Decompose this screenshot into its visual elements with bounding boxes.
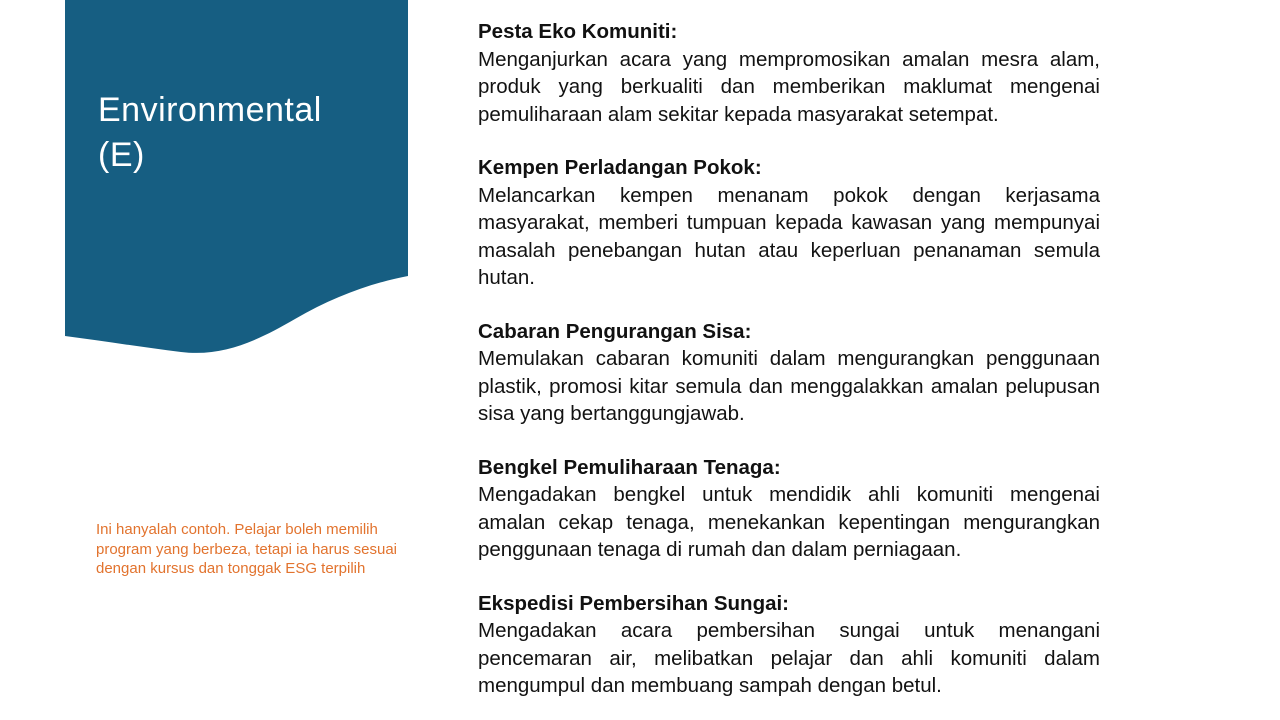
slide-title-line2: (E) xyxy=(98,136,145,174)
disclaimer-note: Ini hanyalah contoh. Pelajar boleh memilih program yang berbeza, tetapi ia harus sesuai dengan kursus dan tonggak ESG terpilih xyxy=(96,521,398,577)
content-column xyxy=(478,18,1100,700)
section-heading: Cabaran Pengurangan Sisa: xyxy=(478,319,752,343)
section-heading: Pesta Eko Komuniti: xyxy=(478,20,678,43)
wave-shape xyxy=(65,0,408,356)
section-body: Mengadakan acara pembersihan sungai untuk menangani pencemaran air, melibatkan pelajar dan ahli komuniti dalam mengumpul dan membuang sampah dengan betul. xyxy=(478,619,1100,697)
section-ekspedisi-pembersihan-sungai xyxy=(478,590,1100,700)
slide-title xyxy=(98,88,322,178)
section-heading: Ekspedisi Pembersihan Sungai: xyxy=(478,591,790,615)
slide-title-line1: Environmental xyxy=(98,91,322,129)
section-body: Melancarkan kempen menanam pokok dengan kerjasama masyarakat, memberi tumpuan kepada kawasan yang mempunyai masalah penebangan hutan atau keperluan penanaman semula hutan. xyxy=(478,183,1100,289)
section-heading: Kempen Perladangan Pokok: xyxy=(478,156,762,179)
section-heading: Bengkel Pemuliharaan Tenaga: xyxy=(478,455,781,479)
section-body: Memulakan cabaran komuniti dalam mengurangkan penggunaan plastik, promosi kitar semula dan menggalakkan amalan pelupusan sisa yang bertanggungjawab. xyxy=(478,347,1100,425)
section-body: Menganjurkan acara yang mempromosikan amalan mesra alam, produk yang berkualiti dan memberikan maklumat mengenai pemuliharaan alam sekitar kepada masyarakat setempat. xyxy=(478,47,1100,126)
section-bengkel-pemuliharaan-tenaga xyxy=(478,454,1100,564)
section-kempen-perladangan-pokok xyxy=(478,154,1100,292)
section-pesta-eko-komuniti xyxy=(478,18,1100,128)
section-body: Mengadakan bengkel untuk mendidik ahli komuniti mengenai amalan cekap tenaga, menekankan kepentingan mengurangkan penggunaan tenaga di rumah dan dalam perniagaan. xyxy=(478,483,1100,561)
section-cabaran-pengurangan-sisa xyxy=(478,318,1100,428)
title-panel xyxy=(65,0,408,356)
